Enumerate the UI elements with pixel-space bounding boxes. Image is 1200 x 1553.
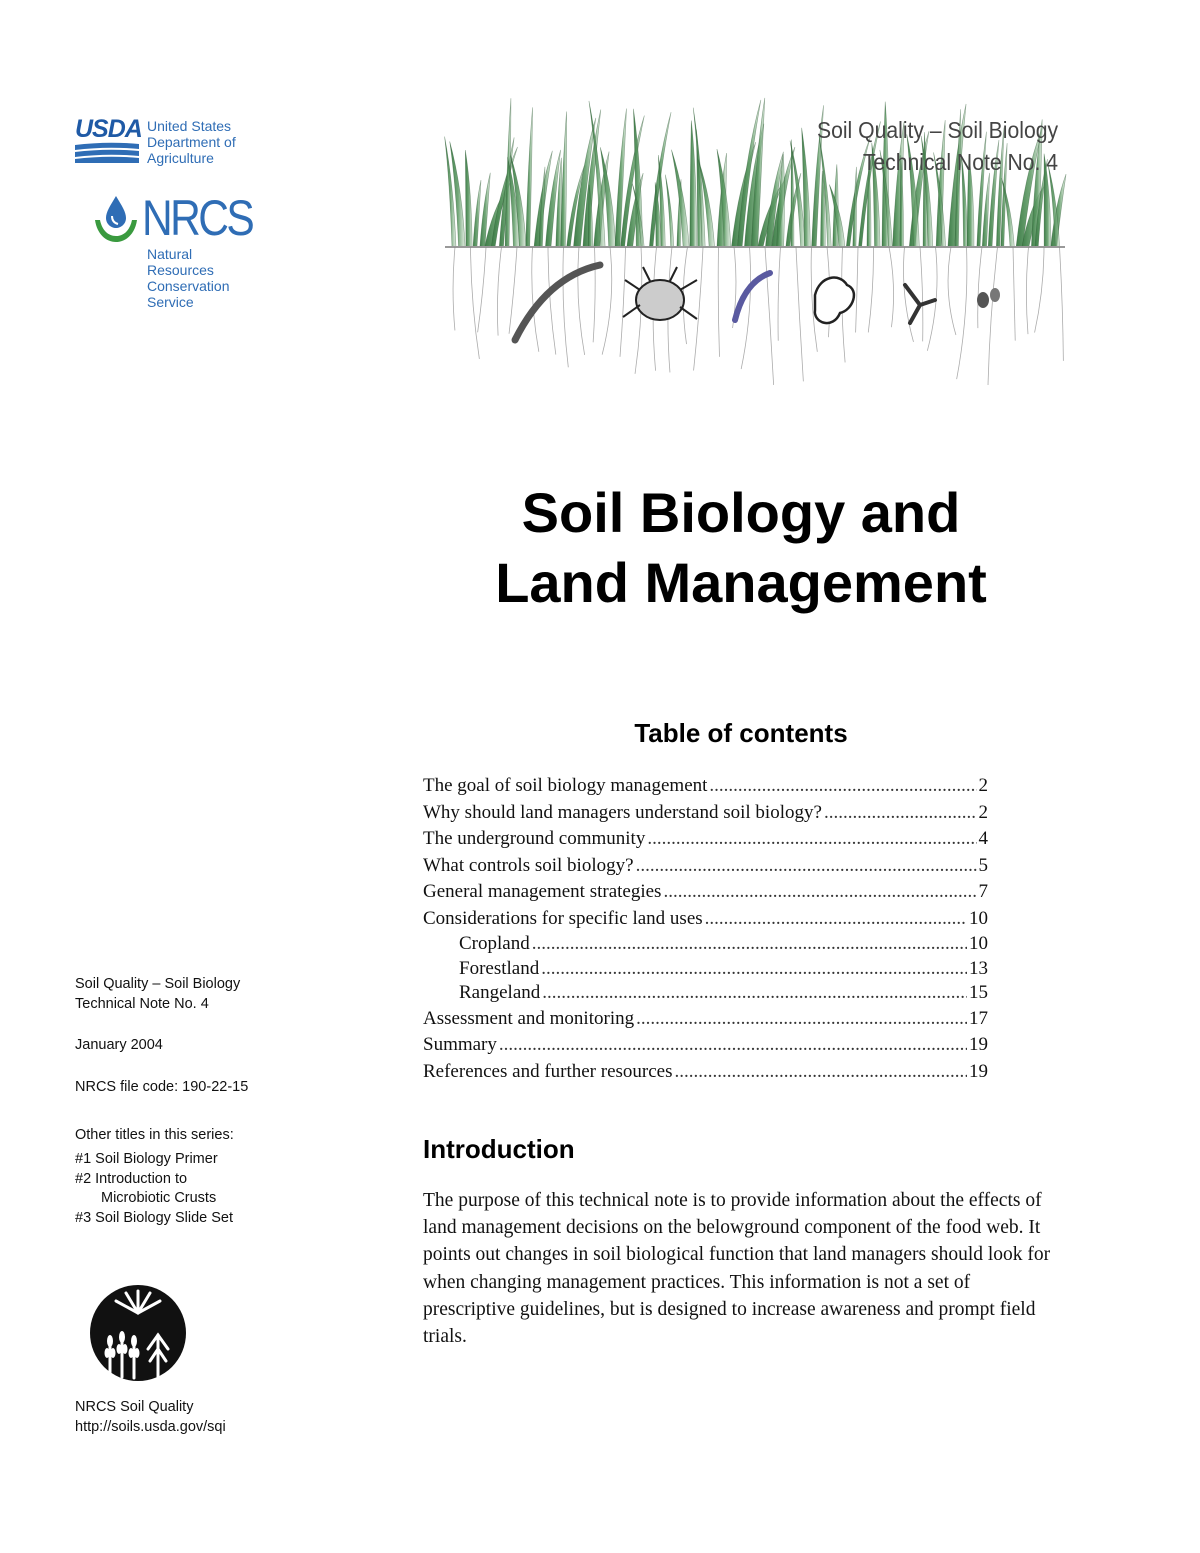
- sidebar-other-titles-label: Other titles in this series:: [75, 1127, 234, 1143]
- sidebar-other-title: Microbiotic Crusts: [101, 1190, 217, 1206]
- series-title-line: Soil Quality – Soil Biology: [816, 117, 1058, 143]
- sidebar-other-title: #2 Introduction to: [75, 1170, 188, 1187]
- toc-item-label: References and further resources: [423, 1060, 673, 1082]
- usda-stripes-icon: [75, 141, 139, 163]
- sidebar-footer-name: NRCS Soil Quality: [75, 1399, 194, 1415]
- toc-leader-dots: [709, 773, 976, 800]
- toc-heading: Table of contents: [634, 718, 848, 748]
- toc-item-page: 2: [978, 801, 988, 823]
- toc-item-label: Forestland: [459, 957, 540, 979]
- toc-leader-dots: [636, 1006, 967, 1033]
- toc-item-label: Cropland: [459, 933, 530, 954]
- toc-item-label: What controls soil biology?: [423, 854, 634, 876]
- usda-line: Department of: [147, 134, 236, 150]
- series-title-line: Technical Note No. 4: [862, 149, 1058, 175]
- table-of-contents: [423, 773, 988, 1085]
- page-title: [420, 478, 1062, 618]
- toc-item[interactable]: [423, 981, 988, 1006]
- sidebar-series-info: [75, 975, 240, 1014]
- sidebar-footer: [75, 1398, 226, 1437]
- toc-leader-dots: [542, 981, 967, 1006]
- toc-item[interactable]: [423, 826, 988, 853]
- toc-item[interactable]: [423, 879, 988, 906]
- toc-item-label: Summary: [423, 1034, 497, 1055]
- toc-item-page: 4: [978, 828, 988, 849]
- usda-logo: [75, 117, 255, 167]
- page-title-line: Soil Biology and: [521, 481, 961, 544]
- toc-item-label: The underground community: [423, 828, 646, 849]
- toc-item-page: 15: [969, 982, 988, 1003]
- series-title: [817, 114, 1058, 178]
- toc-item-page: 13: [969, 957, 988, 979]
- sidebar-other-titles-list: [75, 1150, 233, 1228]
- toc-item-page: 17: [969, 1007, 988, 1029]
- toc-item[interactable]: [423, 906, 988, 933]
- sidebar-date: January 2004: [75, 1037, 163, 1053]
- toc-item-page: 19: [969, 1034, 988, 1055]
- toc-item-label: Why should land managers understand soil biology?: [423, 801, 822, 823]
- toc-item-page: 5: [978, 854, 988, 876]
- page-title-line: Land Management: [495, 551, 987, 614]
- sidebar-series-line: Technical Note No. 4: [75, 995, 209, 1012]
- sidebar-file-code: NRCS file code: 190-22-15: [75, 1079, 249, 1095]
- toc-item-label: The goal of soil biology management: [423, 775, 708, 796]
- toc-leader-dots: [647, 826, 976, 853]
- toc-leader-dots: [541, 957, 967, 982]
- introduction-heading: Introduction: [423, 1134, 575, 1164]
- toc-leader-dots: [636, 853, 977, 880]
- nrcs-line: Service: [147, 294, 194, 310]
- toc-item-page: 10: [969, 933, 988, 954]
- toc-item-page: 19: [969, 1060, 988, 1082]
- nrcs-line: Conservation: [147, 278, 230, 294]
- toc-item[interactable]: [423, 800, 988, 827]
- usda-line: Agriculture: [147, 150, 214, 166]
- nrcs-wordmark: NRCS: [142, 190, 253, 246]
- toc-leader-dots: [705, 906, 967, 933]
- toc-item[interactable]: [423, 1059, 988, 1086]
- toc-leader-dots: [499, 1032, 967, 1059]
- toc-item-page: 7: [978, 881, 988, 902]
- toc-item[interactable]: [423, 932, 988, 957]
- toc-item-label: Considerations for specific land uses: [423, 907, 703, 929]
- nrcs-logo: [92, 192, 262, 312]
- nrcs-name: [147, 246, 230, 310]
- toc-item-label: Rangeland: [459, 982, 541, 1003]
- usda-line: United States: [147, 118, 232, 134]
- toc-item[interactable]: [423, 957, 988, 982]
- sidebar-other-title: #1 Soil Biology Primer: [75, 1151, 218, 1167]
- nrcs-line: Resources: [147, 262, 214, 278]
- soil-quality-emblem-icon: [88, 1283, 188, 1383]
- sidebar-other-title: #3 Soil Biology Slide Set: [75, 1209, 233, 1226]
- usda-wordmark: USDA: [75, 115, 142, 143]
- toc-item[interactable]: [423, 773, 988, 800]
- sidebar-series-line: Soil Quality – Soil Biology: [75, 976, 241, 992]
- nrcs-line: Natural: [147, 246, 193, 262]
- toc-item-label: General management strategies: [423, 881, 662, 902]
- toc-item-page: 2: [978, 775, 988, 796]
- toc-item-label: Assessment and monitoring: [423, 1007, 635, 1029]
- toc-item[interactable]: [423, 853, 988, 880]
- toc-leader-dots: [824, 800, 977, 827]
- usda-name: [147, 118, 236, 166]
- toc-leader-dots: [532, 932, 967, 957]
- sidebar-footer-url[interactable]: http://soils.usda.gov/sqi: [75, 1418, 226, 1435]
- toc-item-page: 10: [969, 907, 988, 929]
- nrcs-water-drop-icon: [92, 194, 140, 244]
- toc-item[interactable]: [423, 1006, 988, 1033]
- toc-item[interactable]: [423, 1032, 988, 1059]
- toc-leader-dots: [663, 879, 976, 906]
- introduction-text: The purpose of this technical note is to provide information about the effects of land management decisions on the belowground component of the food web. It points out changes in soil biological function that land managers should look for when changing management practices. This information is not a set of prescriptive guidelines, but is designed to increase awareness and prompt field trials.: [423, 1190, 1051, 1348]
- toc-leader-dots: [675, 1059, 967, 1086]
